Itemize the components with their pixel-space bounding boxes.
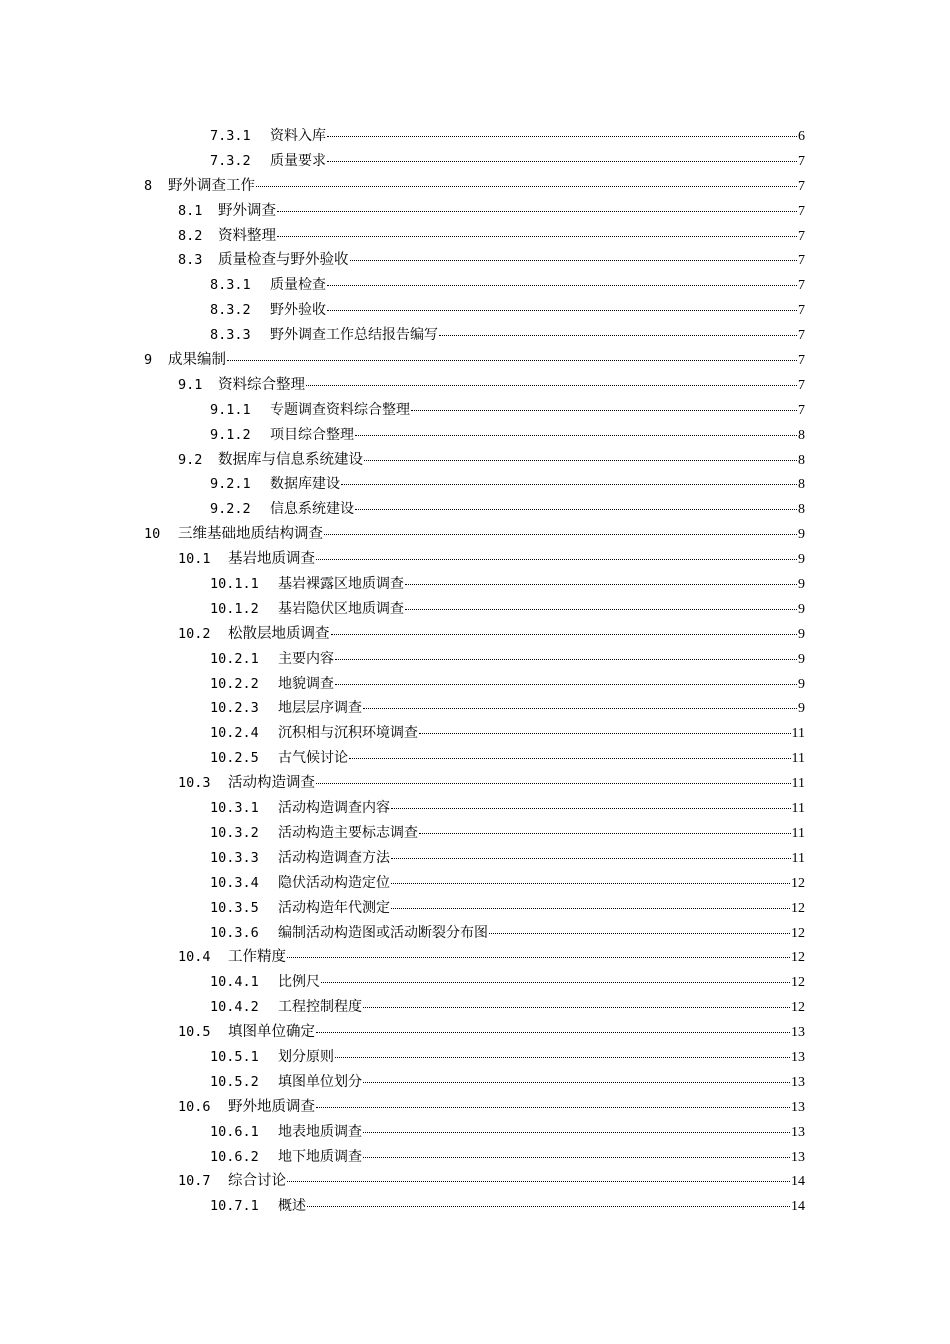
- toc-entry-number: 10.3.2: [210, 824, 259, 841]
- toc-entry-number: 10.5: [178, 1024, 211, 1041]
- toc-entry-page-number: 9: [798, 577, 805, 593]
- toc-entry-title: 活动构造年代测定: [278, 899, 390, 916]
- toc-dot-leader: [350, 260, 798, 261]
- toc-entry-page-number: 7: [798, 203, 805, 219]
- toc-entry-page-number: 12: [791, 875, 805, 891]
- toc-dot-leader: [321, 982, 790, 983]
- toc-entry-number: 9.1: [178, 376, 203, 393]
- toc-entry-page-number: 11: [791, 776, 805, 792]
- toc-dot-leader: [307, 1206, 790, 1207]
- toc-entry-number: 10.7: [178, 1173, 211, 1190]
- toc-dot-leader: [306, 385, 797, 386]
- table-of-contents: [0, 124, 950, 1219]
- toc-entry-page-number: 11: [791, 825, 805, 841]
- toc-dot-leader: [391, 858, 791, 859]
- toc-entry-page-number: 7: [798, 153, 805, 169]
- toc-entry-number: 9.1.2: [210, 426, 251, 443]
- toc-entry-number: 10.1.2: [210, 600, 259, 617]
- toc-entry[interactable]: [0, 1169, 950, 1194]
- toc-dot-leader: [316, 1107, 790, 1108]
- toc-entry-page-number: 13: [791, 1149, 805, 1165]
- toc-entry-number: 10.1.1: [210, 576, 259, 593]
- toc-entry-page-number: 14: [791, 1199, 805, 1215]
- toc-entry[interactable]: [0, 572, 950, 597]
- toc-entry-title: 信息系统建设: [270, 501, 354, 518]
- toc-entry-title: 沉积相与沉积环境调查: [278, 725, 418, 742]
- toc-entry[interactable]: [0, 945, 950, 970]
- toc-entry-number: 8.3.2: [210, 302, 251, 319]
- toc-entry-title: 综合讨论: [228, 1173, 286, 1190]
- toc-entry-number: 10.2.4: [210, 725, 259, 742]
- toc-entry-page-number: 7: [798, 303, 805, 319]
- toc-dot-leader: [419, 833, 791, 834]
- toc-dot-leader: [316, 1032, 790, 1033]
- toc-entry[interactable]: [0, 771, 950, 796]
- toc-entry[interactable]: [0, 1120, 950, 1145]
- toc-entry-number: 10.3.4: [210, 874, 259, 891]
- toc-entry-number: 8: [144, 177, 153, 194]
- toc-entry-number: 10.2.5: [210, 750, 259, 767]
- toc-entry-title: 资料入库: [270, 128, 326, 144]
- toc-dot-leader: [363, 1157, 790, 1158]
- toc-entry-number: 10.3.3: [210, 849, 259, 866]
- toc-dot-leader: [363, 708, 797, 709]
- toc-entry[interactable]: [0, 248, 950, 273]
- toc-entry-page-number: 13: [791, 1074, 805, 1090]
- toc-dot-leader: [256, 186, 797, 187]
- toc-entry[interactable]: [0, 1095, 950, 1120]
- toc-entry-page-number: 7: [798, 278, 805, 294]
- toc-entry[interactable]: [0, 124, 950, 149]
- toc-entry-title: 松散层地质调查: [228, 625, 330, 642]
- toc-entry-number: 10.6: [178, 1098, 211, 1115]
- toc-entry-title: 质量检查: [270, 277, 326, 294]
- toc-entry-number: 10.4.2: [210, 999, 259, 1016]
- toc-entry-page-number: 8: [798, 477, 805, 493]
- toc-entry-number: 8.3.1: [210, 277, 251, 294]
- toc-dot-leader: [391, 808, 791, 809]
- toc-entry[interactable]: [0, 323, 950, 348]
- toc-entry[interactable]: [0, 1045, 950, 1070]
- toc-entry[interactable]: [0, 846, 950, 871]
- toc-entry[interactable]: [0, 348, 950, 373]
- toc-dot-leader: [324, 534, 797, 535]
- toc-entry[interactable]: [0, 746, 950, 771]
- toc-entry-title: 隐伏活动构造定位: [278, 874, 390, 891]
- toc-entry-number: 8.2: [178, 227, 203, 244]
- toc-dot-leader: [419, 733, 791, 734]
- toc-entry-number: 10.3.6: [210, 924, 259, 941]
- toc-entry-number: 7.3.2: [210, 152, 251, 169]
- toc-entry-page-number: 8: [798, 502, 805, 518]
- toc-entry-title: 质量检查与野外验收: [218, 252, 349, 269]
- toc-entry-page-number: 12: [791, 1000, 805, 1016]
- toc-entry[interactable]: [0, 1145, 950, 1170]
- toc-entry-title: 基岩地质调查: [228, 551, 315, 568]
- toc-entry-title: 地貌调查: [278, 675, 334, 692]
- toc-entry-title: 质量要求: [270, 152, 326, 169]
- toc-entry[interactable]: [0, 472, 950, 497]
- toc-dot-leader: [227, 360, 797, 361]
- toc-entry[interactable]: [0, 149, 950, 174]
- toc-entry[interactable]: [0, 622, 950, 647]
- toc-entry-page-number: 8: [798, 452, 805, 468]
- toc-dot-leader: [316, 559, 797, 560]
- toc-entry-page-number: 12: [791, 900, 805, 916]
- toc-entry[interactable]: [0, 921, 950, 946]
- toc-entry-page-number: 13: [791, 1025, 805, 1041]
- toc-entry[interactable]: [0, 995, 950, 1020]
- toc-dot-leader: [391, 908, 790, 909]
- toc-dot-leader: [277, 211, 797, 212]
- toc-entry-page-number: 13: [791, 1049, 805, 1065]
- toc-entry[interactable]: [0, 647, 950, 672]
- toc-entry-page-number: 7: [798, 178, 805, 194]
- toc-entry[interactable]: [0, 373, 950, 398]
- toc-entry-page-number: 8: [798, 427, 805, 443]
- toc-entry[interactable]: [0, 970, 950, 995]
- toc-entry-page-number: 12: [791, 975, 805, 991]
- toc-entry-title: 数据库与信息系统建设: [218, 451, 363, 468]
- toc-dot-leader: [405, 584, 797, 585]
- toc-entry-title: 基岩隐伏区地质调查: [278, 600, 404, 617]
- toc-entry-number: 9.2.1: [210, 476, 251, 493]
- toc-dot-leader: [439, 335, 797, 336]
- toc-entry-number: 9.2: [178, 451, 203, 468]
- toc-entry-page-number: 7: [798, 377, 805, 393]
- toc-entry-page-number: 11: [791, 850, 805, 866]
- toc-entry-page-number: 9: [798, 626, 805, 642]
- toc-entry-number: 8.3: [178, 252, 203, 269]
- toc-entry[interactable]: [0, 547, 950, 572]
- toc-entry-number: 10.4.1: [210, 974, 259, 991]
- toc-dot-leader: [355, 509, 797, 510]
- toc-entry-title: 活动构造调查内容: [278, 800, 390, 817]
- toc-entry[interactable]: [0, 174, 950, 199]
- toc-entry-number: 10.2.3: [210, 700, 259, 717]
- toc-dot-leader: [364, 460, 797, 461]
- toc-dot-leader: [355, 435, 797, 436]
- toc-entry-title: 三维基础地质结构调查: [178, 526, 323, 543]
- toc-dot-leader: [335, 684, 797, 685]
- toc-entry-page-number: 7: [798, 228, 805, 244]
- toc-entry-number: 10.3.1: [210, 800, 259, 817]
- toc-entry[interactable]: [0, 796, 950, 821]
- toc-dot-leader: [327, 310, 797, 311]
- toc-entry-title: 主要内容: [278, 650, 334, 667]
- toc-entry-title: 地层层序调查: [278, 700, 362, 717]
- toc-entry-number: 9.1.1: [210, 401, 251, 418]
- toc-entry-title: 野外调查工作总结报告编写: [270, 327, 438, 344]
- toc-entry[interactable]: [0, 821, 950, 846]
- toc-entry-title: 概述: [278, 1198, 306, 1215]
- toc-entry-title: 古气候讨论: [278, 750, 348, 767]
- toc-entry-page-number: 14: [791, 1174, 805, 1190]
- toc-entry[interactable]: [0, 298, 950, 323]
- toc-entry-title: 填图单位划分: [278, 1073, 362, 1090]
- toc-dot-leader: [349, 758, 791, 759]
- toc-entry-title: 活动构造主要标志调查: [278, 824, 418, 841]
- toc-dot-leader: [316, 783, 791, 784]
- toc-entry-title: 野外调查: [218, 202, 276, 219]
- toc-dot-leader: [327, 161, 797, 162]
- toc-entry-title: 填图单位确定: [228, 1024, 315, 1041]
- toc-entry[interactable]: [0, 696, 950, 721]
- toc-entry-page-number: 7: [798, 328, 805, 344]
- toc-entry-number: 10.5.1: [210, 1048, 259, 1065]
- toc-entry-number: 10.6.2: [210, 1148, 259, 1165]
- toc-dot-leader: [327, 136, 797, 137]
- toc-entry-page-number: 9: [798, 651, 805, 667]
- toc-entry[interactable]: [0, 273, 950, 298]
- toc-entry-page-number: 9: [798, 527, 805, 543]
- toc-entry-title: 划分原则: [278, 1048, 334, 1065]
- toc-dot-leader: [405, 609, 797, 610]
- toc-dot-leader: [363, 1132, 790, 1133]
- toc-entry-title: 地表地质调查: [278, 1123, 362, 1140]
- toc-entry[interactable]: [0, 398, 950, 423]
- toc-entry-number: 7.3.1: [210, 128, 251, 144]
- toc-entry-page-number: 9: [798, 676, 805, 692]
- toc-dot-leader: [489, 933, 790, 934]
- toc-entry-number: 10: [144, 526, 161, 543]
- toc-dot-leader: [287, 957, 790, 958]
- toc-entry-page-number: 9: [798, 701, 805, 717]
- toc-entry[interactable]: [0, 672, 950, 697]
- toc-entry-number: 10.6.1: [210, 1123, 259, 1140]
- toc-entry-number: 8.1: [178, 202, 203, 219]
- toc-entry[interactable]: [0, 896, 950, 921]
- toc-entry[interactable]: [0, 1194, 950, 1219]
- toc-entry-title: 资料综合整理: [218, 376, 305, 393]
- toc-entry[interactable]: [0, 597, 950, 622]
- toc-dot-leader: [363, 1007, 790, 1008]
- toc-entry-number: 10.5.2: [210, 1073, 259, 1090]
- toc-entry[interactable]: [0, 522, 950, 547]
- toc-entry-number: 10.3: [178, 775, 211, 792]
- toc-entry-number: 10.1: [178, 551, 211, 568]
- toc-entry-title: 资料整理: [218, 227, 276, 244]
- toc-entry-page-number: 7: [798, 353, 805, 369]
- toc-entry[interactable]: [0, 497, 950, 522]
- toc-entry[interactable]: [0, 199, 950, 224]
- toc-entry-number: 10.2.2: [210, 675, 259, 692]
- toc-entry-title: 地下地质调查: [278, 1148, 362, 1165]
- toc-entry[interactable]: [0, 1020, 950, 1045]
- toc-entry-number: 10.7.1: [210, 1198, 259, 1215]
- toc-entry[interactable]: [0, 871, 950, 896]
- toc-entry-number: 9.2.2: [210, 501, 251, 518]
- toc-entry-page-number: 7: [798, 253, 805, 269]
- toc-entry-page-number: 6: [798, 129, 805, 144]
- toc-entry-page-number: 13: [791, 1124, 805, 1140]
- toc-entry-title: 野外调查工作: [168, 177, 255, 194]
- toc-entry-page-number: 9: [798, 552, 805, 568]
- toc-entry-page-number: 11: [791, 751, 805, 767]
- toc-entry[interactable]: [0, 721, 950, 746]
- toc-dot-leader: [327, 285, 797, 286]
- toc-entry-number: 10.4: [178, 949, 211, 966]
- toc-entry-title: 数据库建设: [270, 476, 340, 493]
- toc-entry-title: 野外地质调查: [228, 1098, 315, 1115]
- toc-entry-page-number: 9: [798, 601, 805, 617]
- toc-entry-title: 活动构造调查: [228, 775, 315, 792]
- toc-entry[interactable]: [0, 224, 950, 249]
- toc-dot-leader: [335, 1057, 790, 1058]
- toc-entry-page-number: 13: [791, 1099, 805, 1115]
- toc-entry-page-number: 7: [798, 402, 805, 418]
- toc-entry-title: 编制活动构造图或活动断裂分布图: [278, 924, 488, 941]
- toc-entry[interactable]: [0, 1070, 950, 1095]
- toc-entry[interactable]: [0, 423, 950, 448]
- toc-entry-title: 活动构造调查方法: [278, 849, 390, 866]
- toc-entry-title: 成果编制: [168, 352, 226, 369]
- toc-entry-page-number: 12: [791, 925, 805, 941]
- toc-entry-page-number: 11: [791, 801, 805, 817]
- toc-entry-number: 10.2: [178, 625, 211, 642]
- toc-dot-leader: [363, 1082, 790, 1083]
- toc-entry-title: 项目综合整理: [270, 426, 354, 443]
- toc-dot-leader: [277, 236, 797, 237]
- toc-entry-title: 工作精度: [228, 949, 286, 966]
- toc-dot-leader: [341, 484, 797, 485]
- toc-dot-leader: [335, 659, 797, 660]
- toc-entry-title: 比例尺: [278, 974, 320, 991]
- toc-entry-title: 专题调查资料综合整理: [270, 401, 410, 418]
- toc-entry-number: 10.3.5: [210, 899, 259, 916]
- toc-entry-title: 基岩裸露区地质调查: [278, 576, 404, 593]
- toc-entry-page-number: 11: [791, 726, 805, 742]
- toc-entry-title: 工程控制程度: [278, 999, 362, 1016]
- toc-entry-number: 10.2.1: [210, 650, 259, 667]
- toc-entry-page-number: 12: [791, 950, 805, 966]
- toc-entry[interactable]: [0, 448, 950, 473]
- toc-dot-leader: [411, 410, 797, 411]
- toc-dot-leader: [391, 883, 790, 884]
- toc-entry-number: 8.3.3: [210, 327, 251, 344]
- toc-entry-title: 野外验收: [270, 302, 326, 319]
- toc-dot-leader: [287, 1181, 790, 1182]
- toc-entry-number: 9: [144, 352, 153, 369]
- toc-dot-leader: [331, 634, 798, 635]
